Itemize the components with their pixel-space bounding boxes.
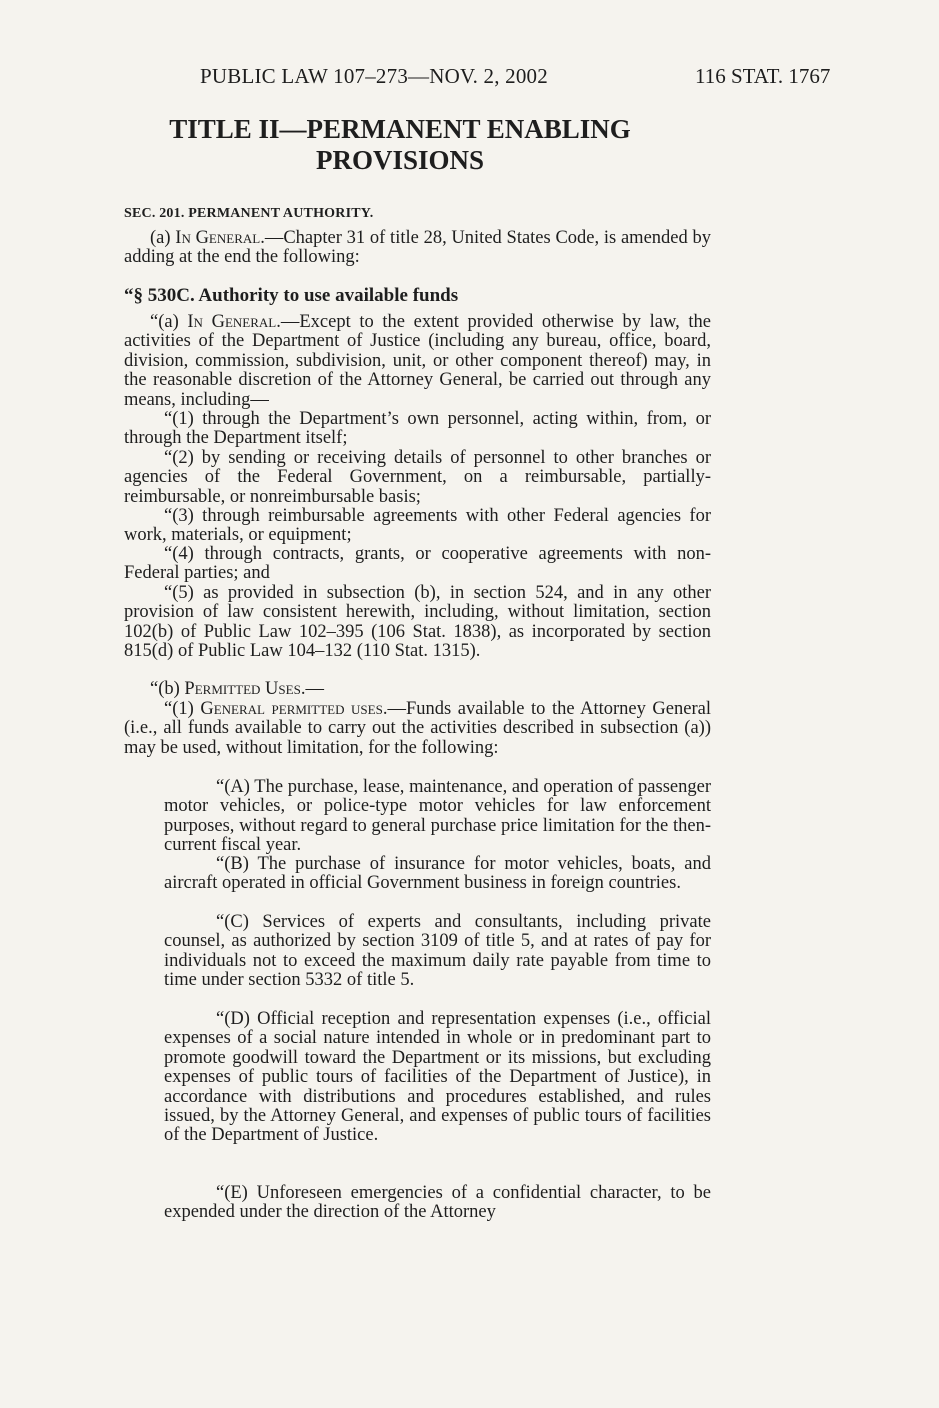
subsection-a [124, 313, 711, 410]
paragraph-3: “(3) through reimbursable agreements with other Federal agencies for work, materials, or equipment; [124, 506, 711, 546]
title-line-2: PROVISIONS [315, 145, 485, 175]
amend-caption: In General [175, 228, 261, 248]
sub-a-caption: In General [187, 312, 277, 332]
subparagraph-A: “(A) The purchase, lease, maintenance, and operation of passenger motor vehicles, or police-type motor vehicles for law enforcement purposes, without regard to general purchase price limitation for the then-current fiscal year. [164, 777, 711, 856]
sub-b-caption: Permitted Uses [184, 679, 301, 699]
b1-text: .—Funds available to the Attorney General (i.e., all funds available to carry out the activities described in subsection (a)) may be used, without limitation, for the following: [124, 699, 711, 758]
subparagraph-E: “(E) Unforeseen emergencies of a confidential character, to be expended under the direction of the Attorney [164, 1183, 711, 1223]
sub-a-prefix: “(a) [150, 312, 188, 332]
subparagraph-C: “(C) Services of experts and consultants, including private counsel, as authorized by section 3109 of title 5, and at rates of pay for individuals not to exceed the maximum daily rate payable from time to time under section 5332 of title 5. [164, 912, 711, 991]
section-530c-heading: “§ 530C. Authority to use available funds [124, 285, 459, 306]
title-heading [120, 114, 680, 176]
paragraph-5: “(5) as provided in subsection (b), in section 524, and in any other provision of law consistent herewith, including, without limitation, section 102(b) of Public Law 102–395 (106 Stat. 1838), as incorporated by section 815(d) of Public Law 104–132 (110 Stat. 1315). [124, 583, 711, 662]
paragraph-4: “(4) through contracts, grants, or cooperative agreements with non-Federal parties; and [124, 544, 711, 584]
title-line-1: TITLE II—PERMANENT ENABLING [169, 114, 631, 144]
sub-b-text: .— [300, 679, 324, 699]
subparagraph-B: “(B) The purchase of insurance for motor vehicles, boats, and aircraft operated in official Government business in foreign countries. [164, 854, 711, 894]
amendment-paragraph [124, 229, 711, 268]
paragraph-2: “(2) by sending or receiving details of personnel to other branches or agencies of the Federal Government, on a reimbursable, partially-reimbursable, or nonreimbursable basis; [124, 448, 711, 507]
paragraph-b1 [124, 700, 711, 758]
paragraph-1: “(1) through the Department’s own personnel, acting within, from, or through the Department itself; [124, 409, 711, 449]
page-citation: 116 STAT. 1767 [695, 64, 831, 88]
b1-prefix: “(1) [164, 699, 201, 719]
section-201-heading: SEC. 201. PERMANENT AUTHORITY. [124, 206, 374, 221]
sub-a-text: .—Except to the extent provided otherwise by law, the activities of the Department of Justice (including any bureau, office, board, division, commission, subdivision, unit, or other component thereof) may, in the reasonable discretion of the Attorney General, be carried out through any means, including— [124, 312, 711, 410]
subsection-b [124, 680, 711, 699]
b1-caption: General permitted uses [200, 699, 383, 719]
amend-text: .—Chapter 31 of title 28, United States Code, is amended by adding at the end the following: [124, 228, 711, 268]
amend-prefix: (a) [150, 228, 176, 248]
running-header: PUBLIC LAW 107–273—NOV. 2, 2002 [200, 64, 548, 88]
subparagraph-D: “(D) Official reception and representation expenses (i.e., official expenses of a social nature intended in whole or in predominant part to promote goodwill toward the Department or its missions, but excluding expenses of public tours of facilities of the Department of Justice), in accordance with distributions and procedures established, and rules issued, by the Attorney General, and expenses of public tours of facilities of the Department of Justice. [164, 1009, 711, 1146]
sub-b-prefix: “(b) [150, 679, 185, 699]
